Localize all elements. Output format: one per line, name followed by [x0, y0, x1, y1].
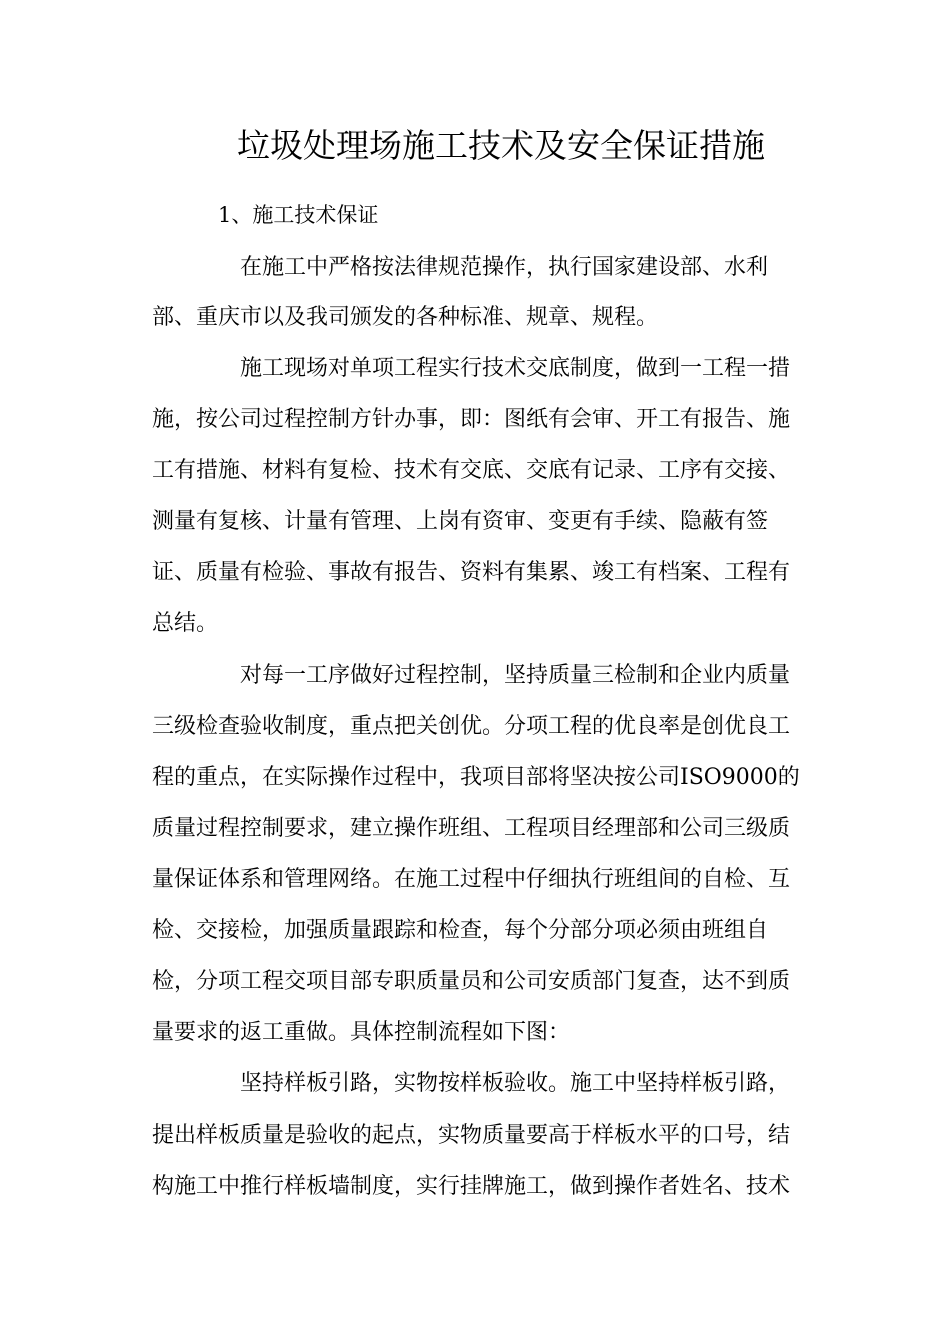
paragraph-line: 检，分项工程交项目部专职质量员和公司安质部门复查，达不到质	[152, 969, 791, 994]
paragraph-line: 施工现场对单项工程实行技术交底制度，做到一工程一措	[240, 356, 791, 381]
paragraph-line: 总结。	[152, 611, 219, 636]
paragraph-line: 证、质量有检验、事故有报告、资料有集累、竣工有档案、工程有	[152, 560, 791, 585]
paragraph-line: 在施工中严格按法律规范操作，执行国家建设部、水利	[240, 255, 769, 280]
paragraph-line: 部、重庆市以及我司颁发的各种标准、规章、规程。	[152, 305, 659, 330]
paragraph-line: 量保证体系和管理网络。在施工过程中仔细执行班组间的自检、互	[152, 867, 791, 892]
paragraph-line: 程的重点，在实际操作过程中，我项目部将坚决按公司ISO9000的	[152, 765, 800, 790]
paragraph-line: 三级检查验收制度，重点把关创优。分项工程的优良率是创优良工	[152, 714, 791, 739]
paragraph-line: 质量过程控制要求，建立操作班组、工程项目经理部和公司三级质	[152, 816, 791, 841]
paragraph-line: 测量有复核、计量有管理、上岗有资审、变更有手续、隐蔽有签	[152, 509, 769, 534]
paragraph-line: 施，按公司过程控制方针办事，即：图纸有会审、开工有报告、施	[152, 407, 791, 432]
document-title: 垃圾处理场施工技术及安全保证措施	[237, 126, 765, 165]
paragraph-line: 对每一工序做好过程控制，坚持质量三检制和企业内质量	[240, 663, 791, 688]
paragraph-line: 坚持样板引路，实物按样板验收。施工中坚持样板引路，	[240, 1071, 791, 1096]
paragraph-line: 工有措施、材料有复检、技术有交底、交底有记录、工序有交接、	[152, 458, 791, 483]
paragraph-line: 量要求的返工重做。具体控制流程如下图：	[152, 1020, 571, 1045]
paragraph-line: 提出样板质量是验收的起点，实物质量要高于样板水平的口号，结	[152, 1123, 791, 1148]
paragraph-line: 检、交接检，加强质量跟踪和检查，每个分部分项必须由班组自	[152, 918, 769, 943]
paragraph-line: 构施工中推行样板墙制度，实行挂牌施工，做到操作者姓名、技术	[152, 1174, 791, 1199]
section-heading: 1、施工技术保证	[218, 203, 379, 227]
